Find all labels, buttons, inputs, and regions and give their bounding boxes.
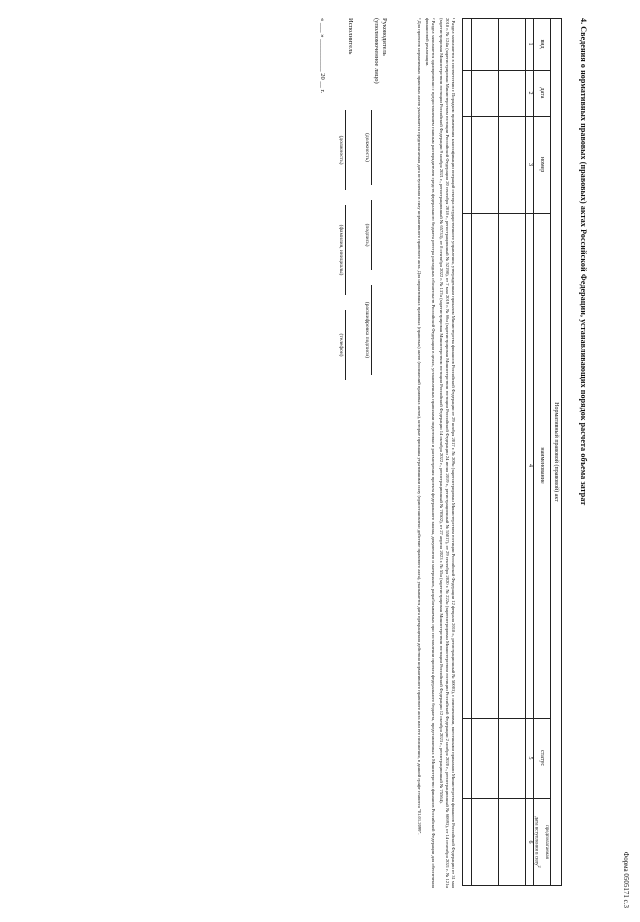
- exec-label: Исполнитель: [347, 18, 354, 55]
- footnote-1: ¹ Раздел заполняется в соответствии с Порядком применения классификации операций сектора государственного управления, утвержденным приказом Министерства финансов Российской Федерации от 29 ноября 2017 г. № 209н (зарегистрирован Министерством юстиции Российской Федерации 12 февраля 2018 г., регистрационный № 50003), с изменениями, внесенными приказами Министерства финансов Российской Федерации от 31 мая 2018 г. № 124н (зарегистрирован Министерством юстиции Российской Федерации 20 сентября 2018 г., регистрационный № 52198), от 7 мая 2019 г. № 66н (зарегистрирован Министерством юстиции Российской Федерации 24 июня 2019 г., регистрационный № 55017), от 29 сентября 2020 г. № 222н (зарегистрирован Министерством юстиции Российской Федерации 2 ноября 2020 г., регистрационный № 60693), от 14 сентября 2021 г. № 121н (зарегистрирован Министерством юстиции Российской Федерации 9 ноября 2021 г., регистрационный № 65733), от 8 сентября 2022 г. № 137н (зарегистрирован Министерством юстиции Российской Федерации 14 октября 2022 г., регистрационный № 70502), от 27 апреля 2023 г. № 55н (зарегистрирован Министерством юстиции Российской Федерации 12 октября 2023 г., регистрационный № 75564).: [438, 18, 456, 888]
- head-caption-name: (расшифровка подписи): [364, 301, 370, 359]
- exec-caption-name: (фамилия, инициалы): [338, 224, 344, 276]
- exec-caption-position: (должность): [338, 135, 344, 165]
- date-line: « ___ » __________ 20 __ г.: [319, 18, 326, 94]
- col-num-5: 5: [527, 756, 533, 760]
- col-header-number: номер: [539, 156, 545, 173]
- section-title: 4. Сведения о нормативных правовых (правовых) актах Российской Федерации, устанавливающих порядок расчета объема затрат: [579, 18, 588, 506]
- col-header-effective-top: предполагаемая: [544, 825, 549, 859]
- form-code: Форма 0505171 с.3: [622, 851, 630, 908]
- col-header-type: вид: [539, 39, 545, 49]
- col-num-1: 1: [527, 42, 533, 46]
- col-header-name: наименование: [539, 447, 545, 484]
- col-num-2: 2: [527, 91, 533, 95]
- col-header-effective-date: дата вступления в силу$^2$: [533, 816, 542, 868]
- footnotes: [414, 18, 456, 888]
- col-num-3: 3: [527, 163, 533, 166]
- exec-caption-phone: (телефон): [338, 333, 344, 357]
- acts-table: [462, 18, 562, 886]
- footnote-2: ² Раздел заполняется одновременно с предоставлением главным распорядителем средств федерального бюджета реестра расходных обязательств Российской Федерации в целях, установленных правилами подготовки и рассмотрения проекта федерального закона, документов и материалов, разрабатываемых при составлении проекта федерального бюджета, представляемых в Министерство финансов Российской Федерации для обеспечения финансовой реализации.: [424, 18, 436, 888]
- col-num-6: 6: [527, 840, 533, 844]
- footnote-3: ³ Для проектов нормативных правовых актов указывается предполагаемая дата вступления в силу нормативного правового акта. Для нормативных правовых (правовых) актов (положений правовых актов), которые признаны утратившими силу (приостановлено действие правового акта), указывается дата прекращения действия нормативного правового акта или его положения, в данной графе ставится "01.01.2099".: [416, 18, 422, 835]
- col-num-4: 4: [527, 464, 533, 467]
- table-group-header: Нормативный правовой (правовой) акт: [553, 402, 559, 502]
- head-sublabel: (уполномоченное лицо): [373, 18, 380, 84]
- col-header-status: статус: [539, 749, 545, 767]
- col-header-date: дата: [539, 87, 545, 99]
- head-label: Руководитель: [381, 18, 388, 56]
- head-caption-position: (должность): [364, 133, 370, 162]
- head-caption-signature: (подпись): [364, 223, 370, 247]
